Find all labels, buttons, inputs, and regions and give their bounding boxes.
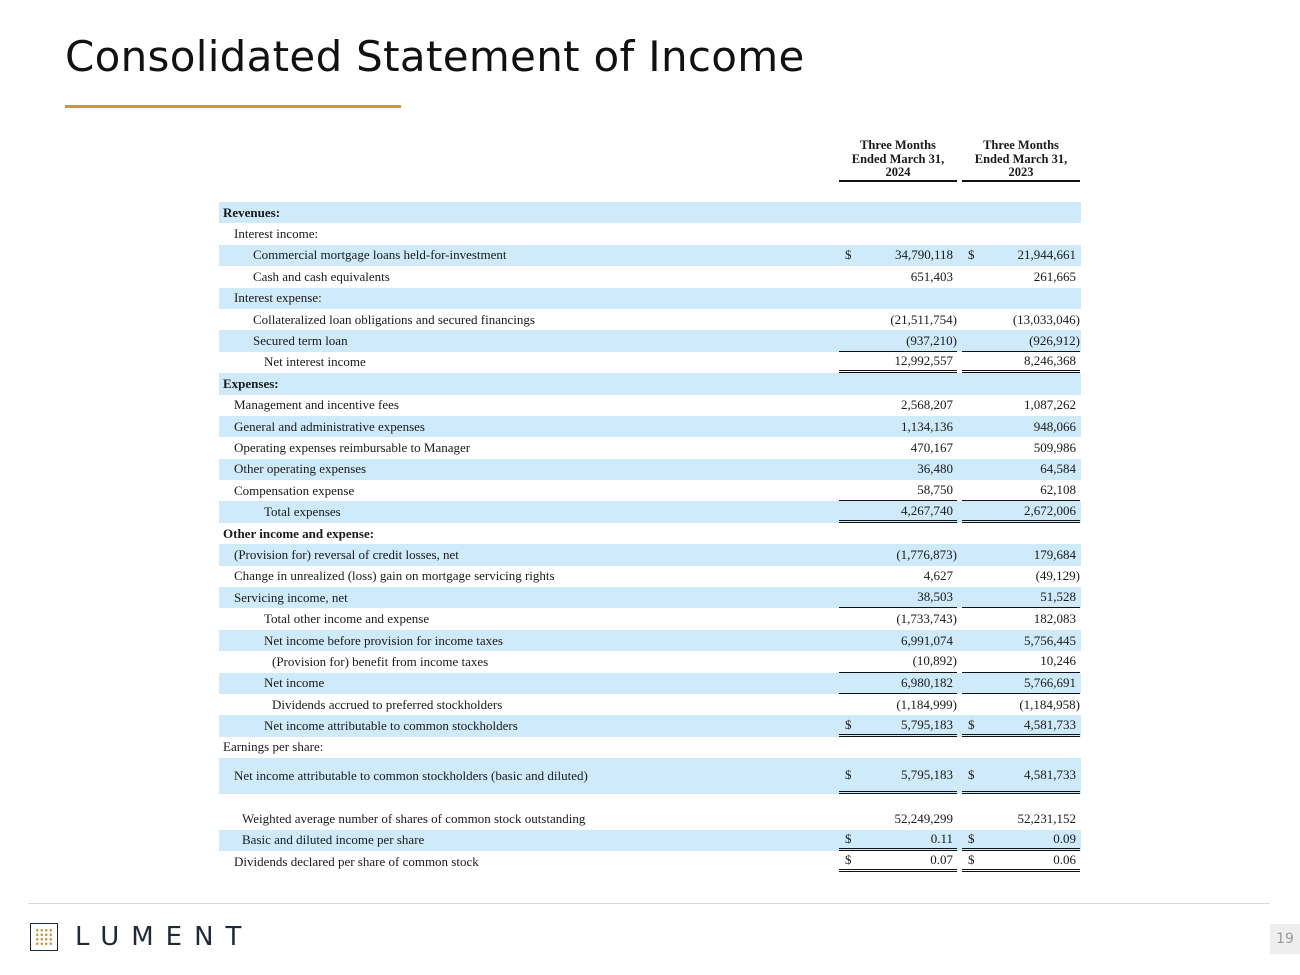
section-heading: Other income and expense: <box>223 525 375 541</box>
row-label: Dividends accrued to preferred stockholders <box>272 696 503 712</box>
value-2024 <box>839 330 957 351</box>
value-2024 <box>839 395 957 416</box>
column-header-2024 <box>839 139 957 180</box>
amount: (10,892) <box>912 653 957 669</box>
footer-divider <box>28 903 1270 904</box>
row-label: Net income <box>264 675 325 691</box>
amount: 0.09 <box>1053 830 1076 846</box>
value-2023 <box>962 266 1080 287</box>
value-2024 <box>839 352 957 373</box>
amount: 4,581,733 <box>1024 766 1076 782</box>
statement-row <box>219 480 1081 501</box>
column-header-rule <box>962 180 1080 182</box>
row-label: Interest income: <box>234 226 319 242</box>
value-2024 <box>839 851 957 872</box>
statement-rows <box>219 202 1081 872</box>
row-label: Total expenses <box>264 504 341 520</box>
dollar-sign: $ <box>845 766 852 782</box>
value-2024 <box>839 715 957 736</box>
statement-row <box>219 651 1081 672</box>
statement-row <box>219 608 1081 629</box>
value-2023 <box>962 758 1080 794</box>
row-label: Change in unrealized (loss) gain on mortgage servicing rights <box>234 568 555 584</box>
value-2023 <box>962 566 1080 587</box>
amount: 1,087,262 <box>1024 397 1076 413</box>
amount: (937,210) <box>906 332 957 348</box>
dollar-sign: $ <box>968 716 975 732</box>
page-number: 19 <box>1270 924 1300 954</box>
statement-row <box>219 202 1081 223</box>
amount: 179,684 <box>1033 546 1076 562</box>
value-2024 <box>839 608 957 629</box>
value-2024 <box>839 830 957 851</box>
column-header-line: Three Months <box>860 138 936 152</box>
amount: 4,267,740 <box>901 502 953 518</box>
row-label: Servicing income, net <box>234 589 348 605</box>
row-label: Secured term loan <box>253 333 348 349</box>
row-label: Weighted average number of shares of common stock outstanding <box>242 810 586 826</box>
value-2024 <box>839 459 957 480</box>
amount: 51,528 <box>1040 589 1076 605</box>
row-label: (Provision for) reversal of credit losses, net <box>234 546 459 562</box>
amount: 6,980,182 <box>901 674 953 690</box>
statement-row <box>219 808 1081 829</box>
amount: 5,756,445 <box>1024 632 1076 648</box>
statement-row <box>219 851 1081 872</box>
dollar-sign: $ <box>845 716 852 732</box>
amount: 0.06 <box>1053 852 1076 868</box>
amount: 12,992,557 <box>894 352 953 368</box>
amount: (49,129) <box>1035 568 1080 584</box>
row-label: Compensation expense <box>234 482 355 498</box>
amount: 5,795,183 <box>901 766 953 782</box>
row-label: Management and incentive fees <box>234 397 399 413</box>
value-2024 <box>839 501 957 522</box>
value-2024 <box>839 651 957 672</box>
value-2023 <box>962 459 1080 480</box>
row-spacer <box>219 794 1081 808</box>
amount: 10,246 <box>1040 653 1076 669</box>
amount: 261,665 <box>1033 268 1076 284</box>
dollar-sign: $ <box>845 852 852 868</box>
amount: 34,790,118 <box>894 247 953 263</box>
column-header-rule <box>839 180 957 182</box>
dollar-sign: $ <box>968 247 975 263</box>
value-2024 <box>839 266 957 287</box>
amount: 58,750 <box>917 482 953 498</box>
amount: 4,581,733 <box>1024 716 1076 732</box>
statement-row <box>219 223 1081 244</box>
amount: 651,403 <box>910 268 953 284</box>
amount: 36,480 <box>917 461 953 477</box>
statement-row <box>219 715 1081 736</box>
dollar-sign: $ <box>968 830 975 846</box>
value-2023 <box>962 694 1080 715</box>
statement-row <box>219 288 1081 309</box>
row-label: Interest expense: <box>234 290 322 306</box>
value-2024 <box>839 437 957 458</box>
row-label: Operating expenses reimbursable to Manager <box>234 439 471 455</box>
value-2023 <box>962 330 1080 351</box>
amount: 6,991,074 <box>901 632 953 648</box>
value-2023 <box>962 830 1080 851</box>
value-2024 <box>839 808 957 829</box>
amount: (13,033,046) <box>1012 311 1080 327</box>
column-header-line: Ended March 31, <box>974 151 1068 166</box>
row-label: Basic and diluted income per share <box>242 832 425 848</box>
statement-row <box>219 523 1081 544</box>
value-2024 <box>839 309 957 330</box>
statement-row <box>219 673 1081 694</box>
value-2023 <box>962 480 1080 501</box>
row-label: (Provision for) benefit from income taxes <box>272 653 489 669</box>
value-2023 <box>962 437 1080 458</box>
row-label: Net income attributable to common stockholders <box>264 718 518 734</box>
row-label: Other operating expenses <box>234 461 367 477</box>
dollar-sign: $ <box>968 766 975 782</box>
value-2023 <box>962 544 1080 565</box>
column-header-line: 2024 <box>885 165 911 179</box>
value-2024 <box>839 416 957 437</box>
amount: 0.11 <box>930 830 953 846</box>
amount: (926,912) <box>1029 332 1080 348</box>
amount: 5,795,183 <box>901 716 953 732</box>
value-2023 <box>962 309 1080 330</box>
amount: (1,776,873) <box>896 546 957 562</box>
statement-row <box>219 373 1081 394</box>
statement-row <box>219 737 1081 758</box>
statement-row <box>219 416 1081 437</box>
statement-row <box>219 352 1081 373</box>
amount: 62,108 <box>1040 482 1076 498</box>
statement-row <box>219 830 1081 851</box>
statement-row <box>219 587 1081 608</box>
lument-logo-text: LUMENT <box>75 922 254 952</box>
statement-row <box>219 245 1081 266</box>
statement-row <box>219 395 1081 416</box>
statement-row <box>219 330 1081 351</box>
amount: 52,249,299 <box>894 810 953 826</box>
column-header-line: Three Months <box>983 138 1059 152</box>
value-2024 <box>839 758 957 794</box>
column-header-line: Ended March 31, <box>851 151 945 166</box>
page-title: Consolidated Statement of Income <box>65 32 805 81</box>
lument-logo-icon <box>30 923 58 951</box>
statement-row <box>219 501 1081 522</box>
amount: 470,167 <box>910 439 953 455</box>
value-2024 <box>839 630 957 651</box>
value-2024 <box>839 566 957 587</box>
amount: (1,184,958) <box>1019 696 1080 712</box>
statement-row <box>219 309 1081 330</box>
amount: 52,231,152 <box>1017 810 1076 826</box>
title-underline <box>65 105 401 108</box>
statement-row <box>219 544 1081 565</box>
row-label: Net interest income <box>264 354 366 370</box>
statement-row <box>219 437 1081 458</box>
row-label: General and administrative expenses <box>234 418 425 434</box>
statement-row <box>219 266 1081 287</box>
value-2023 <box>962 395 1080 416</box>
value-2023 <box>962 245 1080 266</box>
value-2023 <box>962 651 1080 672</box>
value-2024 <box>839 544 957 565</box>
amount: 38,503 <box>917 589 953 605</box>
amount: (1,184,999) <box>896 696 957 712</box>
value-2024 <box>839 673 957 694</box>
section-heading: Revenues: <box>223 204 281 220</box>
row-label: Net income before provision for income taxes <box>264 632 503 648</box>
amount: 182,083 <box>1033 611 1076 627</box>
row-label: Collateralized loan obligations and secured financings <box>253 311 535 327</box>
amount: 2,672,006 <box>1024 502 1076 518</box>
value-2024 <box>839 480 957 501</box>
amount: 509,986 <box>1033 439 1076 455</box>
statement-row <box>219 758 1081 794</box>
amount: (1,733,743) <box>896 611 957 627</box>
amount: 8,246,368 <box>1024 352 1076 368</box>
statement-row <box>219 694 1081 715</box>
statement-row <box>219 630 1081 651</box>
column-header-2023 <box>962 139 1080 180</box>
value-2024 <box>839 587 957 608</box>
value-2023 <box>962 673 1080 694</box>
value-2023 <box>962 416 1080 437</box>
row-label: Earnings per share: <box>223 739 324 755</box>
statement-row <box>219 566 1081 587</box>
amount: 0.07 <box>930 852 953 868</box>
row-label: Cash and cash equivalents <box>253 268 390 284</box>
value-2024 <box>839 694 957 715</box>
value-2023 <box>962 715 1080 736</box>
amount: (21,511,754) <box>890 311 957 327</box>
section-heading: Expenses: <box>223 375 279 391</box>
row-label: Dividends declared per share of common stock <box>234 853 479 869</box>
value-2024 <box>839 245 957 266</box>
row-label: Net income attributable to common stockholders (basic and diluted) <box>234 768 588 784</box>
amount: 948,066 <box>1033 418 1076 434</box>
value-2023 <box>962 501 1080 522</box>
amount: 4,627 <box>923 568 953 584</box>
value-2023 <box>962 808 1080 829</box>
row-label: Commercial mortgage loans held-for-investment <box>253 247 507 263</box>
amount: 21,944,661 <box>1017 247 1076 263</box>
dollar-sign: $ <box>968 852 975 868</box>
row-label: Total other income and expense <box>264 611 430 627</box>
value-2023 <box>962 587 1080 608</box>
dollar-sign: $ <box>845 830 852 846</box>
column-header-line: 2023 <box>1008 165 1034 179</box>
value-2023 <box>962 851 1080 872</box>
amount: 2,568,207 <box>901 397 953 413</box>
statement-row <box>219 459 1081 480</box>
amount: 1,134,136 <box>901 418 953 434</box>
value-2023 <box>962 608 1080 629</box>
value-2023 <box>962 352 1080 373</box>
dollar-sign: $ <box>845 247 852 263</box>
amount: 5,766,691 <box>1024 674 1076 690</box>
value-2023 <box>962 630 1080 651</box>
amount: 64,584 <box>1040 461 1076 477</box>
